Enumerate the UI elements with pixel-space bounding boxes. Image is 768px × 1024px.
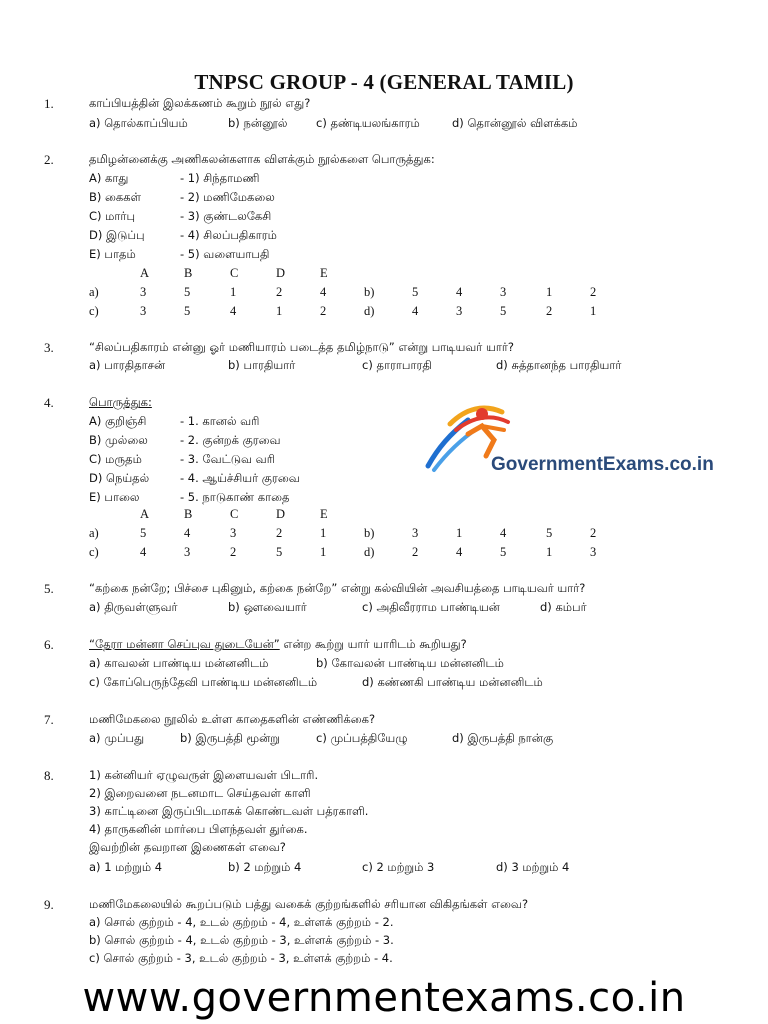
pair-key: C) மார்பு — [89, 209, 135, 223]
question-text: தமிழன்னைக்கு அணிகலன்களாக விளக்கும் நூல்களை பொருத்துக: — [89, 152, 435, 166]
answer-cell: 4 — [320, 285, 327, 299]
answer-cell: 4 — [412, 304, 419, 318]
option-d: d) கம்பர் — [540, 600, 587, 614]
answer-cell: 2 — [276, 285, 283, 299]
answer-cell: 3 — [184, 545, 191, 559]
answer-cell: 3 — [140, 304, 147, 318]
answer-cell: 1 — [546, 285, 553, 299]
footer-url: www.governmentexams.co.in — [82, 975, 686, 1021]
answer-cell: 3 — [230, 526, 237, 540]
answer-cell: 5 — [546, 526, 553, 540]
logo-text: GovernmentExams.co.in — [491, 454, 714, 475]
grid-header-c: C — [230, 507, 239, 521]
pair-key: A) காது — [89, 171, 129, 185]
option-a: a) பாரதிதாசன் — [89, 358, 166, 372]
question-number: 4. — [44, 395, 54, 410]
answer-cell: 5 — [140, 526, 147, 540]
pair-value: - 4) சிலப்பதிகாரம் — [180, 228, 277, 242]
option-b: b) நன்னூல் — [228, 116, 288, 130]
pair-key: B) கைகள் — [89, 190, 142, 204]
answer-cell: 2 — [590, 285, 597, 299]
question-number: 6. — [44, 637, 54, 652]
pair-key: B) முல்லை — [89, 433, 148, 447]
option-a: a) காவலன் பாண்டிய மன்னனிடம் — [89, 656, 269, 670]
answer-cell: 5 — [412, 285, 419, 299]
question-text: இவற்றின் தவறான இணைகள் எவை? — [89, 840, 286, 854]
pair-value: - 5. நாடுகாண் காதை — [180, 490, 290, 504]
option-b: b) ஔவையார் — [228, 600, 307, 614]
answer-cell: 4 — [140, 545, 147, 559]
grid-header-e: E — [320, 507, 328, 521]
question-number: 1. — [44, 96, 54, 111]
option-a: a) முப்பது — [89, 731, 145, 745]
question-number: 3. — [44, 340, 54, 355]
question-number: 2. — [44, 152, 54, 167]
answer-cell: 1 — [546, 545, 553, 559]
answer-cell: 3 — [500, 285, 507, 299]
option-b: b) சொல் குற்றம் - 4, உடல் குற்றம் - 3, உள்ளக் குற்றம் - 3. — [89, 933, 394, 947]
option-b: b) பாரதியார் — [228, 358, 296, 372]
answer-cell: 1 — [230, 285, 237, 299]
pair-value: - 5) வளையாபதி — [180, 247, 270, 261]
answer-cell: 3 — [140, 285, 147, 299]
answer-cell: 4 — [500, 526, 507, 540]
answer-cell: 4 — [456, 545, 463, 559]
answer-cell: 1 — [276, 304, 283, 318]
option-b: b) இருபத்தி மூன்று — [180, 731, 280, 745]
grid-header-e: E — [320, 266, 328, 280]
option-letter: c) — [89, 304, 99, 318]
pair-key: E) பாலை — [89, 490, 140, 504]
option-d: d) தொன்னூல் விளக்கம் — [452, 116, 578, 130]
pair-value: - 2. குன்றக் குரவை — [180, 433, 281, 447]
pair-key: D) நெய்தல் — [89, 471, 150, 485]
option-c: c) அதிவீரராம பாண்டியன் — [362, 600, 500, 614]
grid-header-d: D — [276, 266, 286, 280]
grid-header-d: D — [276, 507, 286, 521]
answer-cell: 2 — [590, 526, 597, 540]
question-text — [89, 637, 467, 653]
question-text: “சிலப்பதிகாரம் என்னு ஓர் மணியாரம் படைத்த தமிழ்நாடு” என்று பாடியவர் யார்? — [89, 340, 514, 354]
option-letter: d) — [364, 304, 375, 318]
question-number: 9. — [44, 897, 54, 912]
statement-2: 2) இறைவனை நடனமாட செய்தவள் காளி — [89, 786, 311, 800]
pair-value: - 2) மணிமேகலை — [180, 190, 275, 204]
answer-cell: 2 — [230, 545, 237, 559]
pair-value: - 1) சிந்தாமணி — [180, 171, 260, 185]
answer-cell: 1 — [320, 526, 327, 540]
pair-value: - 3. வேட்டுவ வரி — [180, 452, 275, 466]
option-c: c) முப்பத்தியேழு — [316, 731, 408, 745]
statement-4: 4) தாருகனின் மார்பை பிளந்தவள் துர்கை. — [89, 822, 308, 836]
answer-cell: 4 — [456, 285, 463, 299]
statement-1: 1) கன்னியர் ஏழுவருள் இளையவள் பிடாரி. — [89, 768, 319, 782]
option-letter: c) — [89, 545, 99, 559]
answer-cell: 5 — [184, 304, 191, 318]
option-letter: a) — [89, 285, 99, 299]
page-title: TNPSC GROUP - 4 (GENERAL TAMIL) — [194, 70, 574, 94]
pair-value: - 1. கானல் வரி — [180, 414, 260, 428]
option-b: b) 2 மற்றும் 4 — [228, 860, 302, 874]
statement-3: 3) காட்டினை இருப்பிடமாகக் கொண்டவள் பத்ரகாளி. — [89, 804, 369, 818]
option-a: a) திருவள்ளுவர் — [89, 600, 178, 614]
answer-cell: 2 — [546, 304, 553, 318]
option-b: b) கோவலன் பாண்டிய மன்னனிடம் — [316, 656, 504, 670]
question-number: 5. — [44, 581, 54, 596]
option-a: a) தொல்காப்பியம் — [89, 116, 188, 130]
grid-header-b: B — [184, 266, 193, 280]
question-text: காப்பியத்தின் இலக்கணம் கூறும் நூல் எது? — [89, 96, 311, 110]
option-c: c) 2 மற்றும் 3 — [362, 860, 435, 874]
answer-cell: 3 — [590, 545, 597, 559]
option-letter: b) — [364, 285, 375, 299]
answer-cell: 4 — [230, 304, 237, 318]
pair-key: D) இடுப்பு — [89, 228, 145, 242]
option-letter: d) — [364, 545, 375, 559]
question-text: “கற்கை நன்றே; பிச்சை புகினும், கற்கை நன்றே” என்று கல்வியின் அவசியத்தை பாடியவர் யார்? — [89, 581, 586, 595]
option-letter: b) — [364, 526, 375, 540]
question-number: 8. — [44, 768, 54, 783]
answer-cell: 3 — [412, 526, 419, 540]
question-number: 7. — [44, 712, 54, 727]
option-c: c) சொல் குற்றம் - 3, உடல் குற்றம் - 3, உள்ளக் குற்றம் - 4. — [89, 951, 393, 965]
answer-cell: 4 — [184, 526, 191, 540]
grid-header-c: C — [230, 266, 239, 280]
answer-cell: 2 — [320, 304, 327, 318]
answer-cell: 5 — [500, 545, 507, 559]
answer-cell: 1 — [590, 304, 597, 318]
option-c: c) கோப்பெருந்தேவி பாண்டிய மன்னனிடம் — [89, 675, 318, 689]
answer-cell: 5 — [184, 285, 191, 299]
option-c: c) தண்டியலங்காரம் — [316, 116, 420, 130]
quote-text: “தேரா மன்னா செப்புவ துடையேன்” — [89, 637, 280, 651]
answer-cell: 2 — [412, 545, 419, 559]
option-a: a) சொல் குற்றம் - 4, உடல் குற்றம் - 4, உள்ளக் குற்றம் - 2. — [89, 915, 394, 929]
option-letter: a) — [89, 526, 99, 540]
grid-header-a: A — [140, 266, 150, 280]
option-d: d) சுத்தானந்த பாரதியார் — [496, 358, 622, 372]
option-d: d) 3 மற்றும் 4 — [496, 860, 570, 874]
option-a: a) 1 மற்றும் 4 — [89, 860, 163, 874]
answer-cell: 3 — [456, 304, 463, 318]
option-c: c) தாராபாரதி — [362, 358, 432, 372]
pair-key: C) மருதம் — [89, 452, 142, 466]
grid-header-a: A — [140, 507, 150, 521]
answer-cell: 5 — [500, 304, 507, 318]
answer-cell: 5 — [276, 545, 283, 559]
answer-cell: 1 — [320, 545, 327, 559]
answer-cell: 1 — [456, 526, 463, 540]
pair-key: E) பாதம் — [89, 247, 136, 261]
question-text: மணிமேகலையில் கூறப்படும் பத்து வகைக் குற்றங்களில் சரியான விகிதங்கள் எவை? — [89, 897, 529, 911]
pair-value: - 3) குண்டலகேசி — [180, 209, 272, 223]
question-text: பொருத்துக: — [89, 395, 152, 409]
pair-key: A) குறிஞ்சி — [89, 414, 147, 428]
pair-value: - 4. ஆய்ச்சியர் குரவை — [180, 471, 300, 485]
answer-cell: 2 — [276, 526, 283, 540]
question-text-rest: என்ற கூற்று யார் யாரிடம் கூறியது? — [279, 637, 467, 651]
option-d: d) கண்ணகி பாண்டிய மன்னனிடம் — [362, 675, 543, 689]
question-text: மணிமேகலை நூலில் உள்ள காதைகளின் எண்ணிக்கை? — [89, 712, 376, 726]
grid-header-b: B — [184, 507, 193, 521]
option-d: d) இருபத்தி நான்கு — [452, 731, 554, 745]
